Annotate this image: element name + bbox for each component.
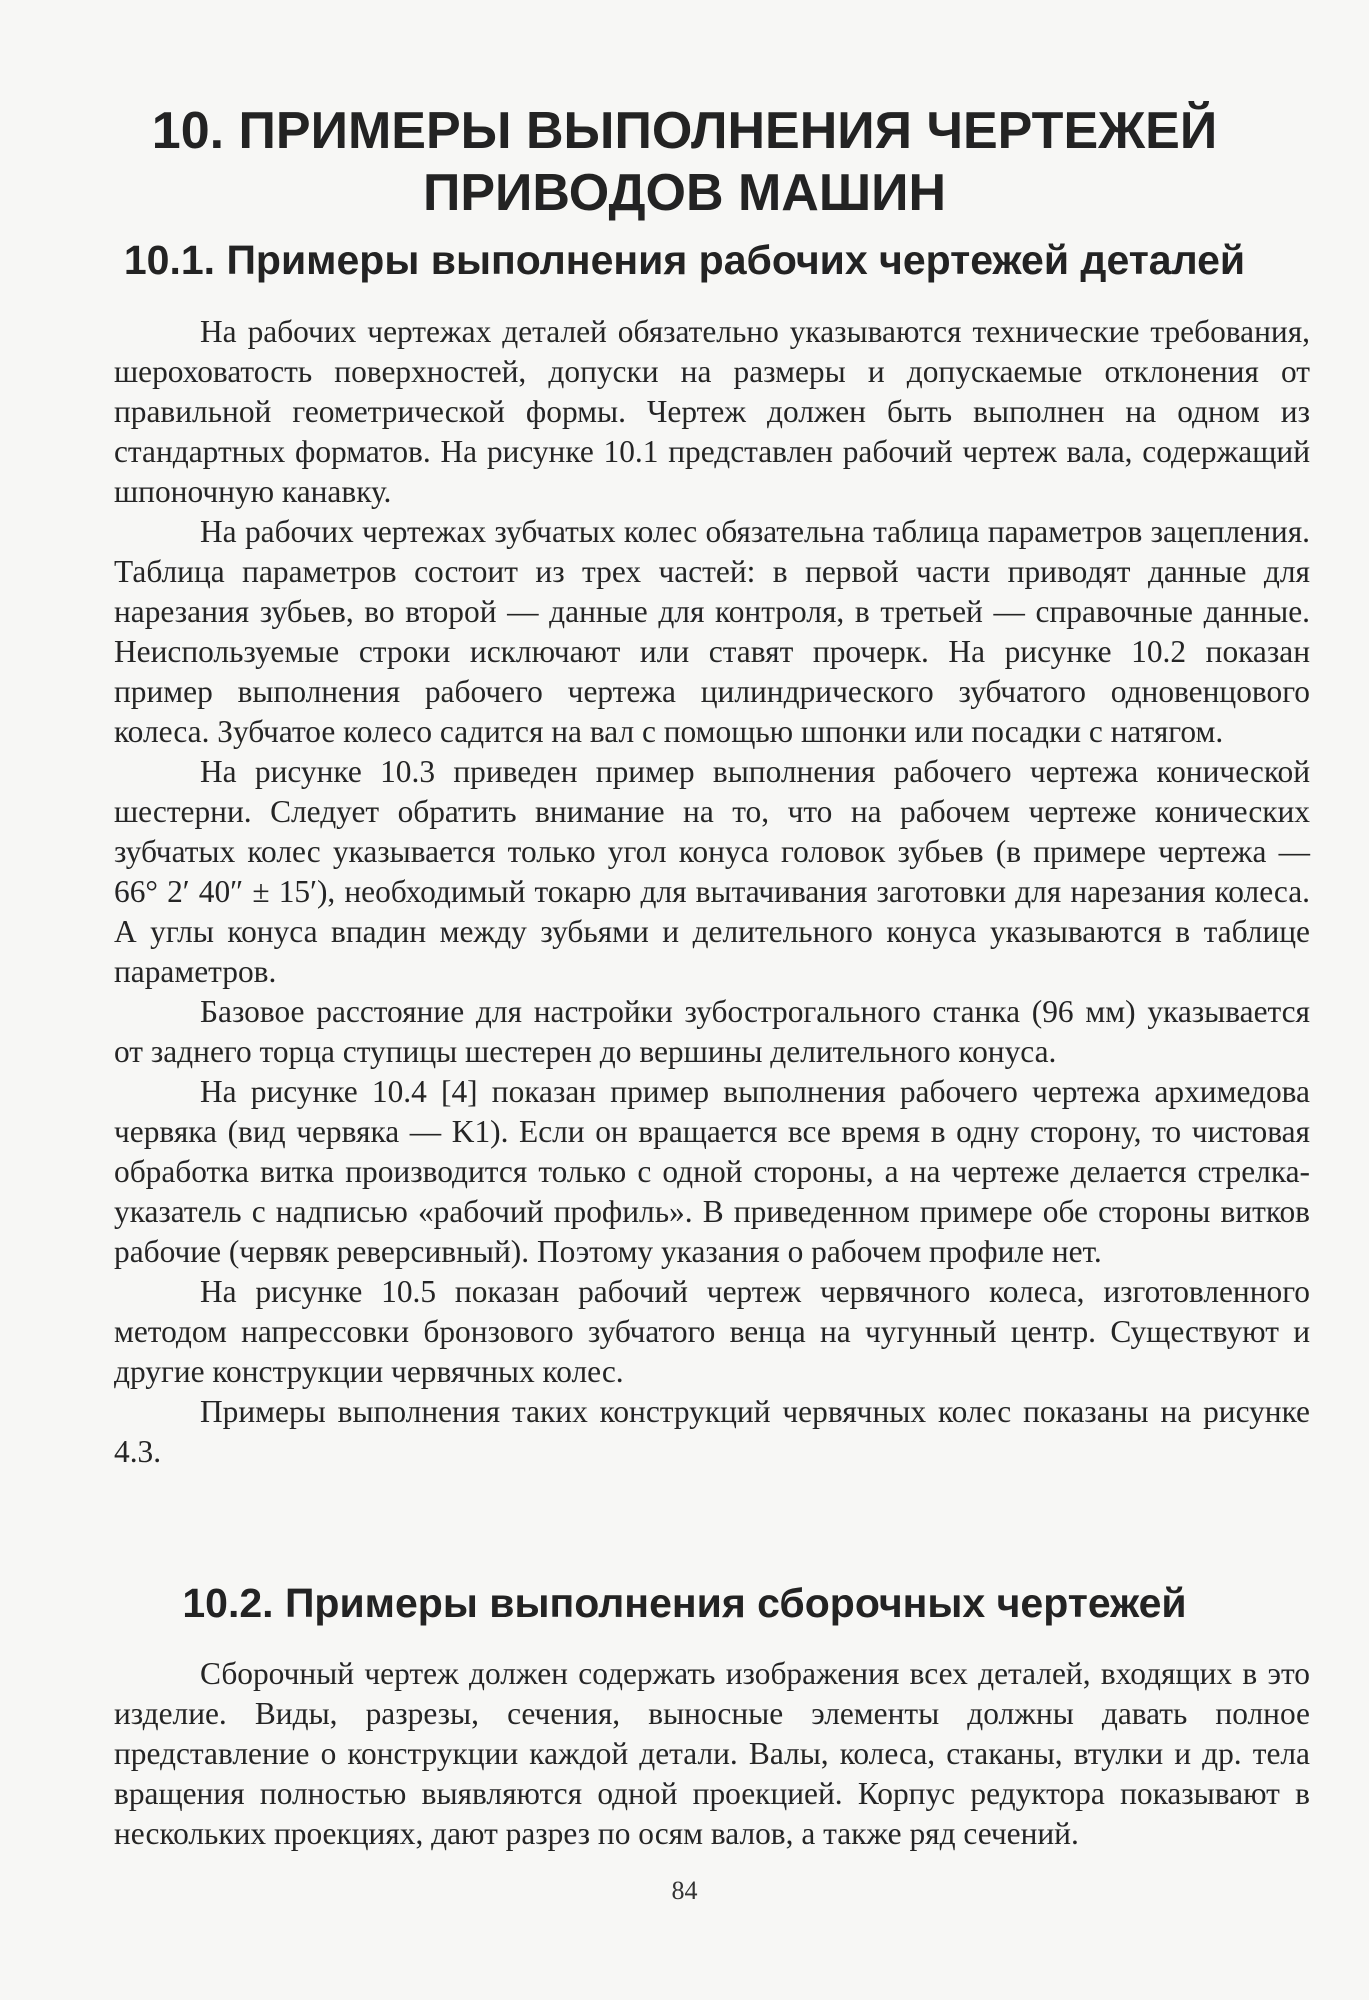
- page-number: 84: [671, 1876, 698, 1905]
- section-10-2-body: [114, 1654, 1310, 1854]
- paragraph: Примеры выполнения таких конструкций червячных колес показаны на рисунке 4.3.: [114, 1394, 1310, 1469]
- chapter-title-line-2: ПРИВОДОВ МАШИН: [423, 164, 946, 222]
- paragraph: Базовое расстояние для настройки зубострогального станка (96 мм) указывается от заднего торца ступицы шестерен до вершины делительного конуса.: [114, 994, 1310, 1069]
- paragraph: На рабочих чертежах зубчатых колес обязательна таблица параметров зацепления. Таблица параметров состоит из трех частей: в первой части приводят данные для нарезания зубьев, во второй — данные для контроля, в третьей — справочные данные. Неиспользуемые строки исключают или ставят прочерк. На рисунке 10.2 показан пример выполнения рабочего чертежа цилиндрического зубчатого одновенцового колеса. Зубчатое колесо садится на вал с помощью шпонки или посадки с натягом.: [114, 514, 1310, 749]
- chapter-title-line-1: 10. ПРИМЕРЫ ВЫПОЛНЕНИЯ ЧЕРТЕЖЕЙ: [151, 102, 1218, 160]
- paragraph: На рабочих чертежах деталей обязательно указываются технические требования, шероховатость поверхностей, допуски на размеры и допускаемые отклонения от правильной геометрической формы. Чертеж должен быть выполнен на одном из стандартных форматов. На рисунке 10.1 представлен рабочий чертеж вала, содержащий шпоночную канавку.: [114, 314, 1310, 509]
- chapter-title: [0, 100, 1369, 224]
- paragraph: Сборочный чертеж должен содержать изображения всех деталей, входящих в это изделие. Виды, разрезы, сечения, выносные элементы должны давать полное представление о конструкции каждой детали. Валы, колеса, стаканы, втулки и др. тела вращения полностью выявляются одной проекцией. Корпус редуктора показывают в нескольких проекциях, дают разрез по осям валов, а также ряд сечений.: [114, 1656, 1310, 1851]
- section-title-10-1: 10.1. Примеры выполнения рабочих чертежей деталей: [123, 237, 1246, 283]
- paragraph: На рисунке 10.4 [4] показан пример выполнения рабочего чертежа архимедова червяка (вид червяка — K1). Если он вращается все время в одну сторону, то чистовая обработка витка производится только с одной стороны, а на чертеже делается стрелка-указатель с надписью «рабочий профиль». В приведенном примере обе стороны витков рабочие (червяк реверсивный). Поэтому указания о рабочем профиле нет.: [114, 1074, 1310, 1269]
- section-10-1-body: [114, 312, 1310, 1472]
- paragraph: На рисунке 10.3 приведен пример выполнения рабочего чертежа конической шестерни. Следует обратить внимание на то, что на рабочем чертеже конических зубчатых колес указывается только угол конуса головок зубьев (в примере чертежа — 66° 2′ 40″ ± 15′), необходимый токарю для вытачивания заготовки для нарезания колеса. А углы конуса впадин между зубьями и делительного конуса указываются в таблице параметров.: [114, 754, 1310, 989]
- section-title-10-2: 10.2. Примеры выполнения сборочных чертежей: [182, 1580, 1187, 1626]
- paragraph: На рисунке 10.5 показан рабочий чертеж червячного колеса, изготовленного методом напрессовки бронзового зубчатого венца на чугунный центр. Существуют и другие конструкции червячных колес.: [114, 1274, 1310, 1389]
